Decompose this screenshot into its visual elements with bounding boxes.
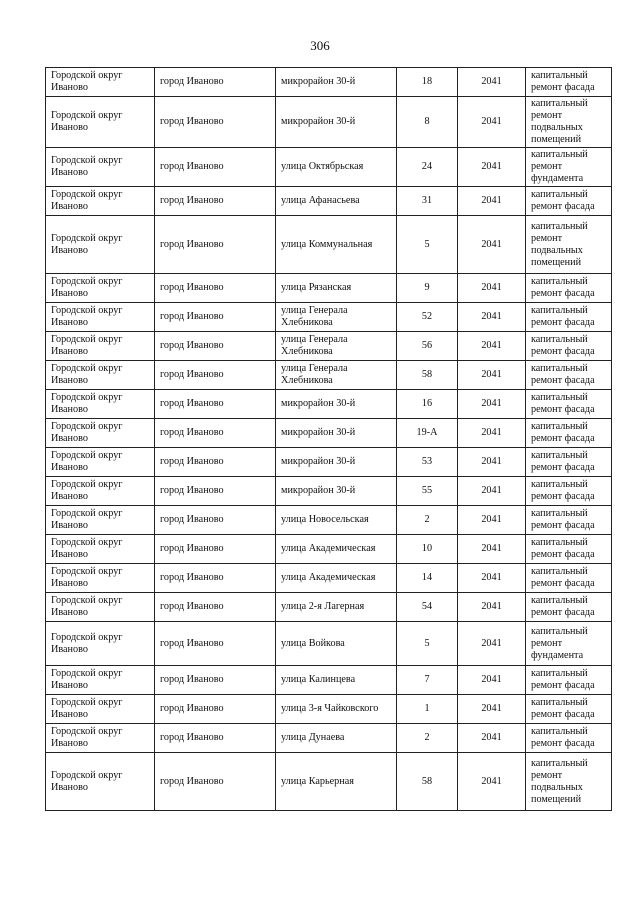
street-cell: микрорайон 30-й xyxy=(276,390,397,419)
municipality-cell: Городской округ Иваново xyxy=(46,216,155,274)
settlement-cell: город Иваново xyxy=(155,535,276,564)
work-type-cell: капитальный ремонт фасада xyxy=(526,477,612,506)
year-cell: 2041 xyxy=(458,477,526,506)
work-type-cell: капитальный ремонт фасада xyxy=(526,419,612,448)
year-cell: 2041 xyxy=(458,564,526,593)
year-cell: 2041 xyxy=(458,724,526,753)
house-number-cell: 31 xyxy=(397,187,458,216)
house-number-cell: 58 xyxy=(397,753,458,811)
table-row xyxy=(46,390,612,419)
street-cell: микрорайон 30-й xyxy=(276,448,397,477)
work-type-cell: капитальный ремонт фасада xyxy=(526,593,612,622)
settlement-cell: город Иваново xyxy=(155,303,276,332)
work-type-cell: капитальный ремонт подвальных помещений xyxy=(526,97,612,148)
work-type-cell: капитальный ремонт фасада xyxy=(526,535,612,564)
house-number-cell: 2 xyxy=(397,724,458,753)
table-row xyxy=(46,274,612,303)
settlement-cell: город Иваново xyxy=(155,506,276,535)
house-number-cell: 14 xyxy=(397,564,458,593)
work-type-cell: капитальный ремонт фасада xyxy=(526,564,612,593)
street-cell: улица Октябрьская xyxy=(276,148,397,187)
work-type-cell: капитальный ремонт фасада xyxy=(526,390,612,419)
table-row xyxy=(46,97,612,148)
year-cell: 2041 xyxy=(458,535,526,564)
work-type-cell: капитальный ремонт фасада xyxy=(526,695,612,724)
table-row xyxy=(46,622,612,666)
year-cell: 2041 xyxy=(458,593,526,622)
street-cell: улица Карьерная xyxy=(276,753,397,811)
municipality-cell: Городской округ Иваново xyxy=(46,564,155,593)
municipality-cell: Городской округ Иваново xyxy=(46,506,155,535)
street-cell: микрорайон 30-й xyxy=(276,68,397,97)
municipality-cell: Городской округ Иваново xyxy=(46,361,155,390)
year-cell: 2041 xyxy=(458,332,526,361)
year-cell: 2041 xyxy=(458,448,526,477)
year-cell: 2041 xyxy=(458,622,526,666)
settlement-cell: город Иваново xyxy=(155,332,276,361)
year-cell: 2041 xyxy=(458,274,526,303)
settlement-cell: город Иваново xyxy=(155,695,276,724)
settlement-cell: город Иваново xyxy=(155,97,276,148)
municipality-cell: Городской округ Иваново xyxy=(46,622,155,666)
municipality-cell: Городской округ Иваново xyxy=(46,753,155,811)
settlement-cell: город Иваново xyxy=(155,274,276,303)
settlement-cell: город Иваново xyxy=(155,622,276,666)
year-cell: 2041 xyxy=(458,68,526,97)
table-row xyxy=(46,361,612,390)
street-cell: микрорайон 30-й xyxy=(276,477,397,506)
house-number-cell: 7 xyxy=(397,666,458,695)
table-row xyxy=(46,564,612,593)
municipality-cell: Городской округ Иваново xyxy=(46,187,155,216)
year-cell: 2041 xyxy=(458,695,526,724)
year-cell: 2041 xyxy=(458,148,526,187)
street-cell: улица Генерала Хлебникова xyxy=(276,361,397,390)
table-row xyxy=(46,216,612,274)
street-cell: улица Академическая xyxy=(276,564,397,593)
work-type-cell: капитальный ремонт фасада xyxy=(526,68,612,97)
table-row xyxy=(46,666,612,695)
house-number-cell: 9 xyxy=(397,274,458,303)
work-type-cell: капитальный ремонт фасада xyxy=(526,274,612,303)
municipality-cell: Городской округ Иваново xyxy=(46,274,155,303)
house-number-cell: 56 xyxy=(397,332,458,361)
street-cell: улица Коммунальная xyxy=(276,216,397,274)
settlement-cell: город Иваново xyxy=(155,666,276,695)
street-cell: улица Рязанская xyxy=(276,274,397,303)
house-number-cell: 54 xyxy=(397,593,458,622)
year-cell: 2041 xyxy=(458,666,526,695)
settlement-cell: город Иваново xyxy=(155,448,276,477)
municipality-cell: Городской округ Иваново xyxy=(46,68,155,97)
settlement-cell: город Иваново xyxy=(155,477,276,506)
year-cell: 2041 xyxy=(458,216,526,274)
settlement-cell: город Иваново xyxy=(155,419,276,448)
house-number-cell: 58 xyxy=(397,361,458,390)
settlement-cell: город Иваново xyxy=(155,593,276,622)
municipality-cell: Городской округ Иваново xyxy=(46,593,155,622)
street-cell: улица Войкова xyxy=(276,622,397,666)
street-cell: улица Генерала Хлебникова xyxy=(276,332,397,361)
year-cell: 2041 xyxy=(458,506,526,535)
street-cell: улица 2-я Лагерная xyxy=(276,593,397,622)
work-type-cell: капитальный ремонт фундамента xyxy=(526,622,612,666)
municipality-cell: Городской округ Иваново xyxy=(46,390,155,419)
settlement-cell: город Иваново xyxy=(155,361,276,390)
table-row xyxy=(46,68,612,97)
table-row xyxy=(46,303,612,332)
house-number-cell: 24 xyxy=(397,148,458,187)
street-cell: микрорайон 30-й xyxy=(276,419,397,448)
year-cell: 2041 xyxy=(458,390,526,419)
street-cell: улица Афанасьева xyxy=(276,187,397,216)
work-type-cell: капитальный ремонт фасада xyxy=(526,448,612,477)
work-type-cell: капитальный ремонт подвальных помещений xyxy=(526,753,612,811)
settlement-cell: город Иваново xyxy=(155,564,276,593)
municipality-cell: Городской округ Иваново xyxy=(46,419,155,448)
table-row xyxy=(46,724,612,753)
house-number-cell: 52 xyxy=(397,303,458,332)
table-row xyxy=(46,695,612,724)
settlement-cell: город Иваново xyxy=(155,753,276,811)
settlement-cell: город Иваново xyxy=(155,390,276,419)
house-number-cell: 5 xyxy=(397,216,458,274)
table-row xyxy=(46,753,612,811)
table-row xyxy=(46,535,612,564)
work-type-cell: капитальный ремонт подвальных помещений xyxy=(526,216,612,274)
settlement-cell: город Иваново xyxy=(155,187,276,216)
work-type-cell: капитальный ремонт фасада xyxy=(526,187,612,216)
work-type-cell: капитальный ремонт фундамента xyxy=(526,148,612,187)
municipality-cell: Городской округ Иваново xyxy=(46,448,155,477)
year-cell: 2041 xyxy=(458,303,526,332)
municipality-cell: Городской округ Иваново xyxy=(46,332,155,361)
house-number-cell: 2 xyxy=(397,506,458,535)
table-row xyxy=(46,419,612,448)
settlement-cell: город Иваново xyxy=(155,216,276,274)
municipality-cell: Городской округ Иваново xyxy=(46,303,155,332)
table-row xyxy=(46,148,612,187)
table-row xyxy=(46,332,612,361)
year-cell: 2041 xyxy=(458,753,526,811)
street-cell: улица Академическая xyxy=(276,535,397,564)
municipality-cell: Городской округ Иваново xyxy=(46,477,155,506)
house-number-cell: 53 xyxy=(397,448,458,477)
table-row xyxy=(46,593,612,622)
table-row xyxy=(46,187,612,216)
house-number-cell: 10 xyxy=(397,535,458,564)
municipality-cell: Городской округ Иваново xyxy=(46,97,155,148)
work-type-cell: капитальный ремонт фасада xyxy=(526,303,612,332)
house-number-cell: 19-А xyxy=(397,419,458,448)
street-cell: улица Новосельская xyxy=(276,506,397,535)
house-number-cell: 55 xyxy=(397,477,458,506)
settlement-cell: город Иваново xyxy=(155,724,276,753)
house-number-cell: 8 xyxy=(397,97,458,148)
page-number: 306 xyxy=(310,38,330,53)
year-cell: 2041 xyxy=(458,97,526,148)
work-type-cell: капитальный ремонт фасада xyxy=(526,506,612,535)
house-number-cell: 16 xyxy=(397,390,458,419)
year-cell: 2041 xyxy=(458,187,526,216)
street-cell: улица Калинцева xyxy=(276,666,397,695)
street-cell: улица 3-я Чайковского xyxy=(276,695,397,724)
municipality-cell: Городской округ Иваново xyxy=(46,724,155,753)
table-row xyxy=(46,448,612,477)
house-number-cell: 18 xyxy=(397,68,458,97)
street-cell: микрорайон 30-й xyxy=(276,97,397,148)
settlement-cell: город Иваново xyxy=(155,68,276,97)
table-row xyxy=(46,477,612,506)
municipality-cell: Городской округ Иваново xyxy=(46,666,155,695)
street-cell: улица Дунаева xyxy=(276,724,397,753)
year-cell: 2041 xyxy=(458,419,526,448)
municipality-cell: Городской округ Иваново xyxy=(46,535,155,564)
settlement-cell: город Иваново xyxy=(155,148,276,187)
table-body xyxy=(46,68,612,811)
year-cell: 2041 xyxy=(458,361,526,390)
street-cell: улица Генерала Хлебникова xyxy=(276,303,397,332)
work-type-cell: капитальный ремонт фасада xyxy=(526,724,612,753)
house-number-cell: 5 xyxy=(397,622,458,666)
municipality-cell: Городской округ Иваново xyxy=(46,148,155,187)
table-row xyxy=(46,506,612,535)
municipality-cell: Городской округ Иваново xyxy=(46,695,155,724)
work-type-cell: капитальный ремонт фасада xyxy=(526,361,612,390)
house-number-cell: 1 xyxy=(397,695,458,724)
work-type-cell: капитальный ремонт фасада xyxy=(526,666,612,695)
repair-schedule-table xyxy=(45,67,612,811)
work-type-cell: капитальный ремонт фасада xyxy=(526,332,612,361)
